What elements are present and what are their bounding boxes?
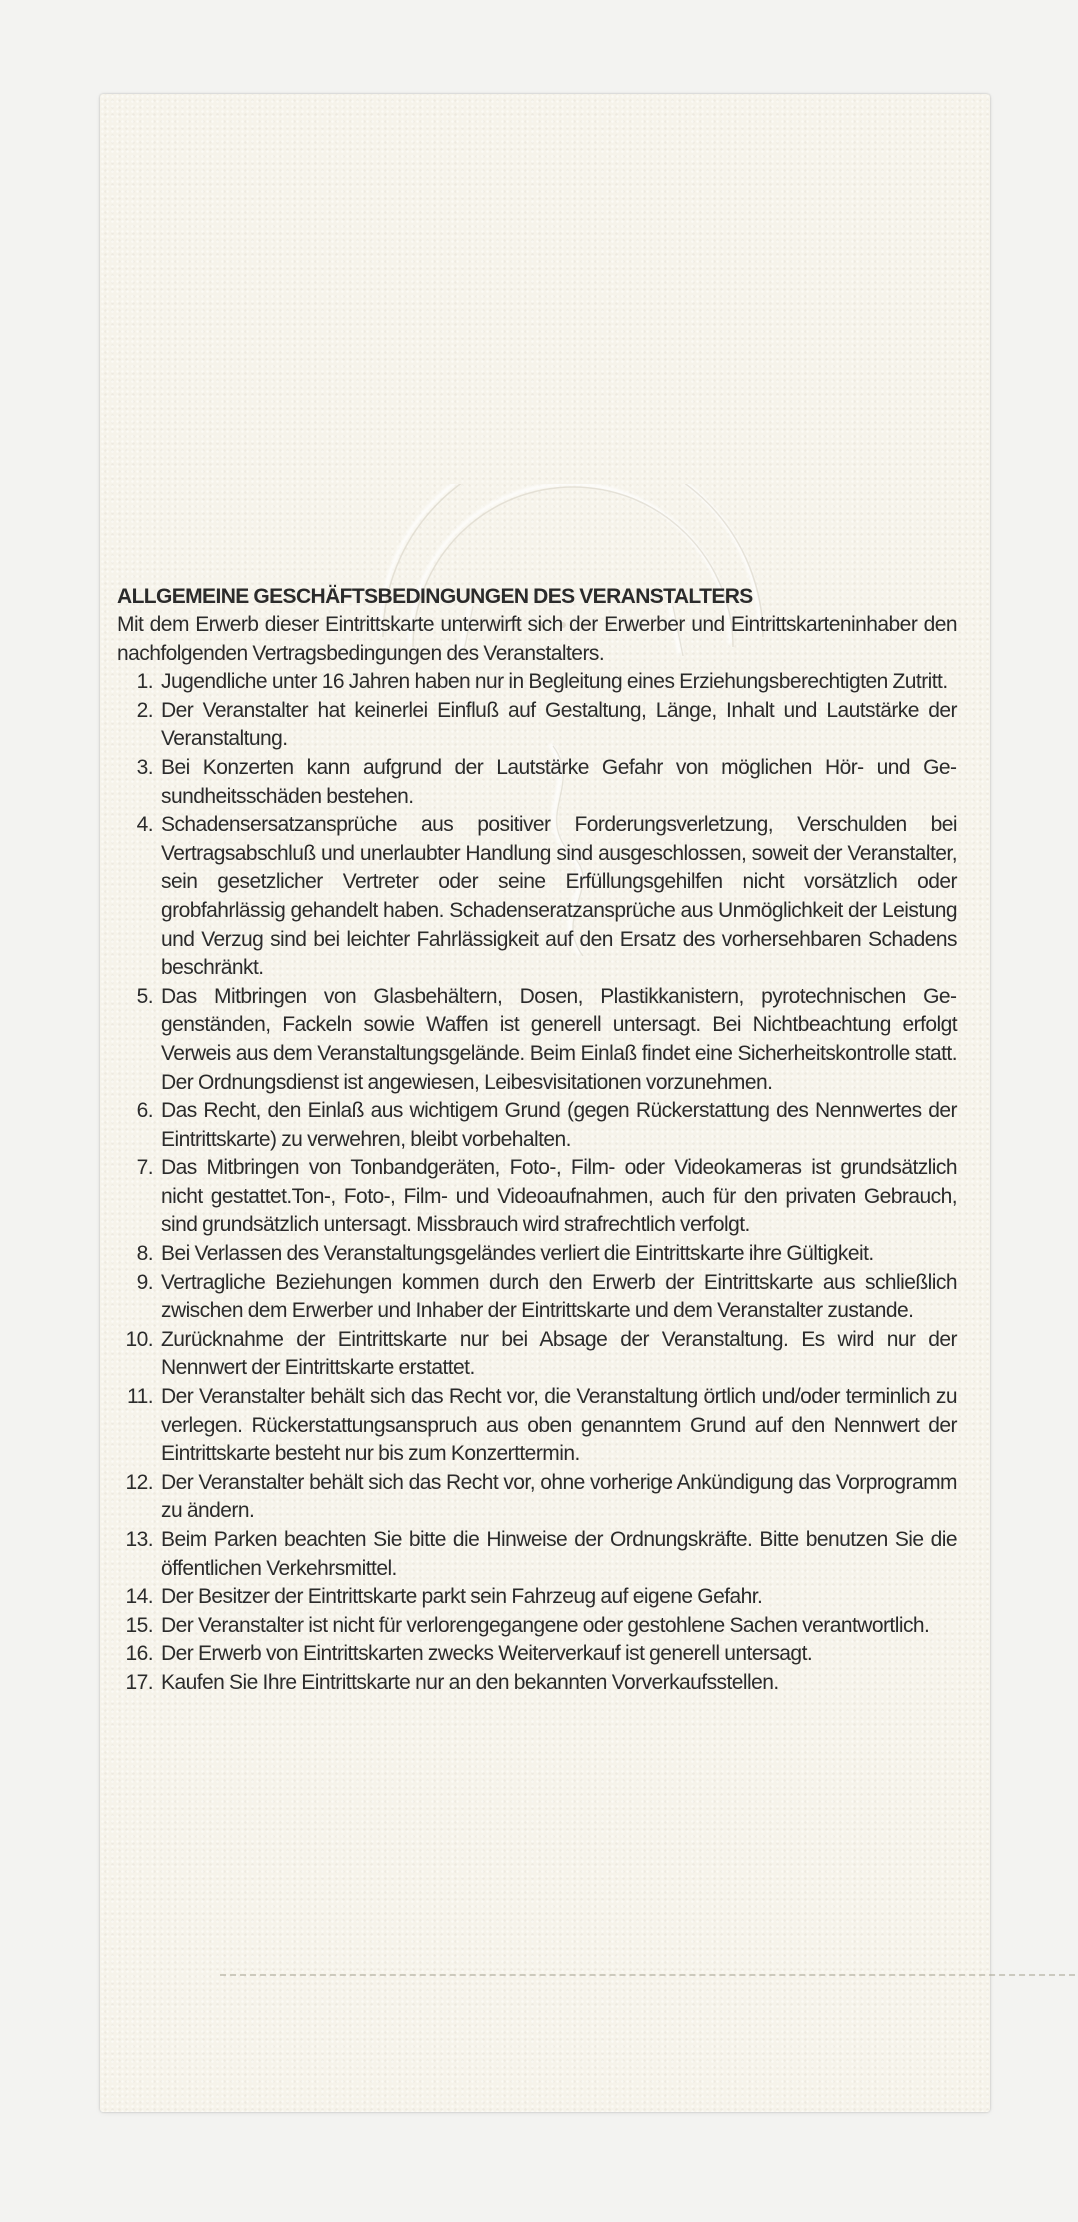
- item-text: Schadensersatzansprüche aus positiver Forderungsverletzung, Verschulden bei Vertragsabschluß und unerlaubter Handlung sind ausgeschlossen, soweit der Veranstalter, sein gesetzlicher Vertreter oder seine Erfüllungsgehilfen nicht vorsätzlich oder grobfahrlässig gehandelt haben. Schadenseratzansprüche aus Unmöglichkeit der Leistung und Verzug sind bei leichter Fahrlässigkeit auf den Ersatz des vorhersehbaren Schadens beschränkt.: [161, 813, 957, 980]
- item-number: 9.: [136, 1270, 153, 1294]
- item-text: Kaufen Sie Ihre Eintrittskarte nur an den bekannten Vorverkaufsstellen.: [161, 1670, 779, 1694]
- item-number: 11.: [127, 1385, 153, 1409]
- item-number: 13.: [125, 1528, 153, 1551]
- item-text: Der Veranstalter behält sich das Recht vor, ohne vorherige Ankündigung das Vorprogramm zu ändern.: [161, 1470, 957, 1523]
- item-text: Der Besitzer der Eintrittskarte parkt sein Fahrzeug auf eigene Gefahr.: [161, 1585, 763, 1609]
- item-number: 16.: [125, 1642, 153, 1666]
- item-text: Jugendliche unter 16 Jahren haben nur in Begleitung eines Erziehungsberechtigten Zutritt.: [161, 670, 948, 694]
- item-text: Das Mitbringen von Tonbandgeräten, Foto-, Film- oder Videokameras ist grundsätzlich nicht gestattet.Ton-, Foto-, Film- und Videoaufnahmen, auch für den privaten Gebrauch, sind grundsätzlich untersagt. Missbrauch wird strafrechtlich verfolgt.: [161, 1156, 957, 1237]
- terms-item-15: [117, 1612, 957, 1641]
- terms-item-8: [117, 1240, 957, 1269]
- terms-item-7: [117, 1154, 957, 1240]
- item-text: Das Recht, den Einlaß aus wichtigem Grund (gegen Rückerstattung des Nennwertes der Eintrittskarte) zu verwehren, bleibt vorbehalten.: [161, 1099, 957, 1151]
- item-number: 15.: [125, 1613, 153, 1637]
- item-text: Bei Verlassen des Veranstaltungsgeländes verliert die Eintrittskarte ihre Gültigkeit.: [161, 1242, 874, 1266]
- item-number: 5.: [136, 984, 153, 1008]
- terms-title: ALLGEMEINE GESCHÄFTSBEDINGUNGEN DES VERANSTALTERS: [117, 585, 753, 608]
- terms-item-12: [117, 1469, 957, 1526]
- terms-item-2: [117, 697, 957, 754]
- item-number: 4.: [136, 813, 153, 837]
- terms-list: [117, 668, 957, 1697]
- item-text: Beim Parken beachten Sie bitte die Hinweise der Ordnungskräfte. Bitte benutzen Sie die öffentlichen Verkehrsmittel.: [161, 1528, 957, 1580]
- terms-item-17: [117, 1669, 957, 1698]
- item-number: 12.: [125, 1470, 153, 1494]
- item-text: Bei Konzerten kann aufgrund der Lautstärke Gefahr von möglichen Hör- und Gesundheitsschäden bestehen.: [161, 755, 957, 808]
- item-number: 10.: [125, 1327, 153, 1351]
- item-number: 7.: [136, 1156, 153, 1180]
- terms-item-10: [117, 1326, 957, 1383]
- item-number: 17.: [125, 1670, 153, 1694]
- terms-item-13: [117, 1526, 957, 1583]
- terms-item-14: [117, 1583, 957, 1612]
- terms-item-16: [117, 1640, 957, 1669]
- item-number: 3.: [136, 755, 153, 779]
- terms-item-11: [117, 1383, 957, 1469]
- terms-item-3: [117, 754, 957, 811]
- item-text: Vertragliche Beziehungen kommen durch den Erwerb der Eintrittskarte aus schließlich zwischen dem Erwerber und Inhaber der Eintrittskarte und dem Veranstalter zustande.: [161, 1270, 957, 1323]
- item-text: Der Veranstalter hat keinerlei Einfluß auf Gestaltung, Länge, Inhalt und Lautstärke der Veranstaltung.: [161, 698, 957, 751]
- item-number: 6.: [136, 1099, 153, 1123]
- terms-item-6: [117, 1097, 957, 1154]
- item-number: 14.: [125, 1585, 153, 1609]
- terms-item-1: [117, 668, 957, 697]
- item-text: Der Veranstalter ist nicht für verlorengegangene oder gestohlene Sachen verantwortlich.: [161, 1613, 930, 1637]
- terms-item-9: [117, 1269, 957, 1326]
- item-text: Zurücknahme der Eintrittskarte nur bei Absage der Veranstaltung. Es wird nur der Nennwert der Eintrittskarte erstattet.: [161, 1327, 957, 1380]
- terms-intro: Mit dem Erwerb dieser Eintrittskarte unterwirft sich der Erwerber und Eintrittskarteninhaber den nachfolgenden Vertragsbedingungen des Veranstalters.: [117, 613, 957, 665]
- item-number: 8.: [136, 1242, 153, 1266]
- item-number: 2.: [136, 698, 153, 722]
- terms-block: [117, 583, 957, 1698]
- item-text: Das Mitbringen von Glasbehältern, Dosen, Plastikkanistern, pyrotechnischen Gegenständen, Fackeln sowie Waffen ist generell untersagt. Bei Nichtbeachtung erfolgt Verweis aus dem Veranstaltungsgelände. Beim Einlaß findet eine Sicherheitskontrolle statt. Der Ordnungsdienst ist angewiesen, Leibesvisitationen vorzunehmen.: [161, 984, 957, 1094]
- terms-item-5: [117, 983, 957, 1097]
- item-number: 1.: [136, 670, 153, 694]
- terms-item-4: [117, 811, 957, 983]
- item-text: Der Veranstalter behält sich das Recht vor, die Veranstaltung örtlich und/oder terminlich zu verlegen. Rückerstattungsanspruch aus oben genanntem Grund auf den Nennwert der Eintrittskarte besteht nur bis zum Konzerttermin.: [161, 1385, 957, 1466]
- perforation-line: [220, 1974, 1075, 1976]
- item-text: Der Erwerb von Eintrittskarten zwecks Weiterverkauf ist generell untersagt.: [161, 1642, 813, 1666]
